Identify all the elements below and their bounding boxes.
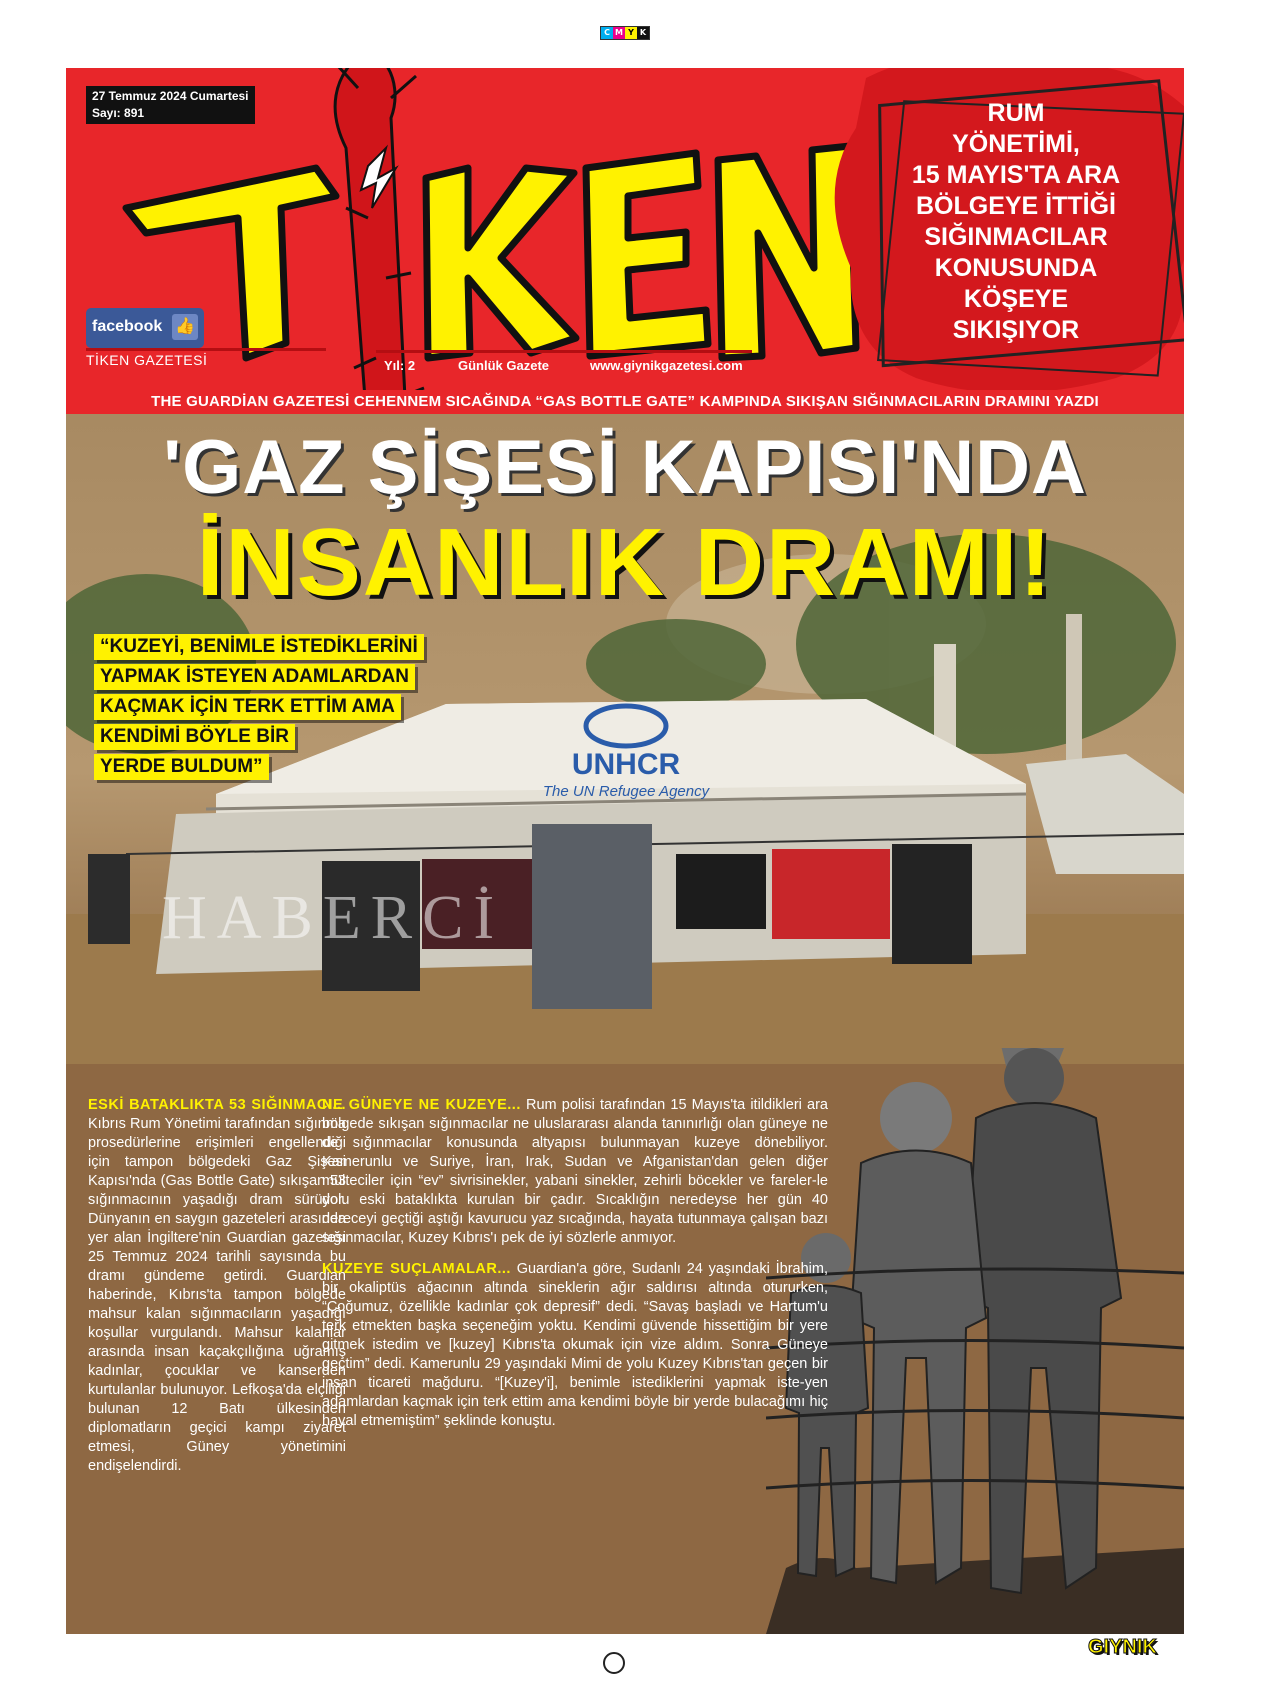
publication-year: Yıl: 2 <box>384 358 416 373</box>
cmyk-cyan: C <box>601 27 613 39</box>
divider <box>86 348 326 351</box>
side-headline-line: KONUSUNDA <box>934 254 1098 282</box>
main-headline-line2: İNSANLIK DRAMI! <box>196 509 1054 616</box>
main-headline-line1: 'GAZ ŞİŞESİ KAPISI'NDA <box>163 425 1087 510</box>
pull-quote-line: KENDİMİ BÖYLE BİR <box>94 724 295 750</box>
registration-mark <box>603 1652 625 1674</box>
unhcr-subtext: The UN Refugee Agency <box>542 783 710 800</box>
unhcr-logo-text: UNHCR <box>571 748 681 781</box>
pull-quote <box>94 634 474 784</box>
divider <box>376 350 752 353</box>
cmyk-yellow: Y <box>625 27 637 39</box>
side-headline-line: SIĞINMACILAR <box>924 223 1108 251</box>
issue-number: Sayı: 891 <box>92 106 145 120</box>
article-body-text: Rum polisi tarafından 15 Mayıs'ta itildikleri ara bölgede sıkışan sığınmacılar ne uluslararası alanda tanınırlığı olan güneye ne de sığınmacılar konusunda altyapısı bulunmayan kuzeye dönebiliyor. Kamerunlu ve Suriye, İran, Irak, Sudan ve Afganistan'dan gelen diğer mülteciler için “ev” sivrisinekler, yabani sinekler, zehirli böcekler ve fareler-le dolu eski bataklıkta kurulan bir çadır. Sıcaklığın neredeyse her gün 40 dereceyi geçtiği aştığı kavurucu yaz sıcağında, hayata tutunmaya çalışan bazı sığınmacılar, Kuzey Kıbrıs'ı pek de iyi sözlerle anmıyor. <box>322 1097 828 1246</box>
article-lead-heading: KUZEYE SUÇLAMALAR... <box>322 1261 511 1277</box>
side-headline-line: SIKIŞIYOR <box>952 316 1080 344</box>
side-headline-line: RUM <box>987 99 1045 127</box>
pull-quote-line: “KUZEYİ, BENİMLE İSTEDİKLERİNİ <box>94 634 424 660</box>
article-paragraph <box>322 1096 828 1248</box>
publication-website[interactable]: www.giynikgazetesi.com <box>590 358 743 373</box>
newspaper-page <box>66 68 1184 1634</box>
giynik-brand-logo: GIYNIK <box>1088 1636 1157 1658</box>
article-column-2 <box>322 1096 828 1443</box>
cmyk-color-bar <box>600 26 650 40</box>
side-headline <box>866 90 1166 366</box>
cmyk-black: K <box>637 27 649 39</box>
article-body-text: Kıbrıs Rum Yönetimi tarafından sığınma prosedürlerine erişimleri engellendiği için tampon bölgedeki Gaz Şişesi Kapısı'nda (Gas Bottle Gate) sıkışan 53 sığınmacının yaşadığı dram sürüyor. Dünyanın en saygın gazeteleri arasında yer alan İngiltere'nin Guardian gazetesi 25 Temmuz 2024 tarihli sayısında bu dramı gündeme getirdi. Guardian haberinde, Kıbrıs'ta tampon bölgede mahsur kalan sığınmacıların yaşadığı koşullar vurgulandı. Mahsur kalanlar arasında insan kaçakçılığına uğramış kadınlar, çocuklar ve kanserden kurtulanlar bulunuyor. Lefkoşa'da elçiliği bulunan 12 Batı ülkesinden diplomatların geçici kampı ziyaret etmesi, Güney yönetimini endişelendirdi. <box>88 1116 346 1474</box>
side-headline-line: 15 MAYIS'TA ARA <box>911 161 1121 189</box>
strap-headline: THE GUARDİAN GAZETESİ CEHENNEM SICAĞINDA “GAS BOTTLE GATE” KAMPINDA SIKIŞAN SIĞINMACILARIN DRAMINI YAZDI <box>66 390 1184 414</box>
refugee-family-illustration <box>766 1048 1184 1634</box>
pull-quote-line: YAPMAK İSTEYEN ADAMLARDAN <box>94 664 415 690</box>
facebook-label: facebook <box>92 318 163 335</box>
side-headline-line: KÖŞEYE <box>963 285 1069 313</box>
article-column-1 <box>88 1096 346 1476</box>
article-body-text: Guardian'a göre, Sudanlı 24 yaşındaki İbrahim, bir okaliptüs ağacının altında sineklerin ağır saldırısı altında otururken, “Çoğumuz, özellikle kadınlar çok depresif” dedi. “Savaş başladı ve Hartum'u terk etmekten başka seçeneğim yoktu. Kendimi güvende hissettiğim bir yere gitmek istedim ve [kuzey] Kıbrıs'ta okumak için vize aldım. Sonra Güneye geçtim” dedi. Kamerunlu 29 yaşındaki Mimi de yolu Kuzey Kıbrıs'tan geçen bir insan ticareti mağduru. “[Kuzey'i], benimle istediklerini yapmak iste-yen adamlardan kaçmak için terk ettim ama kendimi böyle bir yerde bulacağımı hiç hayal etmemiştim” şeklinde konuştu. <box>322 1261 828 1429</box>
pull-quote-line: YERDE BULDUM” <box>94 754 269 780</box>
publication-frequency: Günlük Gazete <box>458 358 550 373</box>
side-headline-line: YÖNETİMİ, <box>952 130 1080 158</box>
article-lead-heading: NE GÜNEYE NE KUZEYE... <box>322 1097 521 1113</box>
thumbs-up-icon: 👍 <box>172 314 198 340</box>
facebook-caption: TİKEN GAZETESİ <box>86 352 208 368</box>
article-paragraph <box>322 1260 828 1431</box>
side-headline-line: BÖLGEYE İTTİĞİ <box>915 192 1116 220</box>
tiken-logo <box>106 68 906 438</box>
haberci-watermark: HABERCİ <box>162 884 505 952</box>
pull-quote-line: KAÇMAK İÇİN TERK ETTİM AMA <box>94 694 401 720</box>
article-lead-heading: ESKİ BATAKLIKTA 53 SIĞINMACI... <box>88 1097 346 1113</box>
cmyk-magenta: M <box>613 27 625 39</box>
issue-date: 27 Temmuz 2024 Cumartesi <box>92 89 249 103</box>
facebook-badge[interactable] <box>86 308 204 348</box>
